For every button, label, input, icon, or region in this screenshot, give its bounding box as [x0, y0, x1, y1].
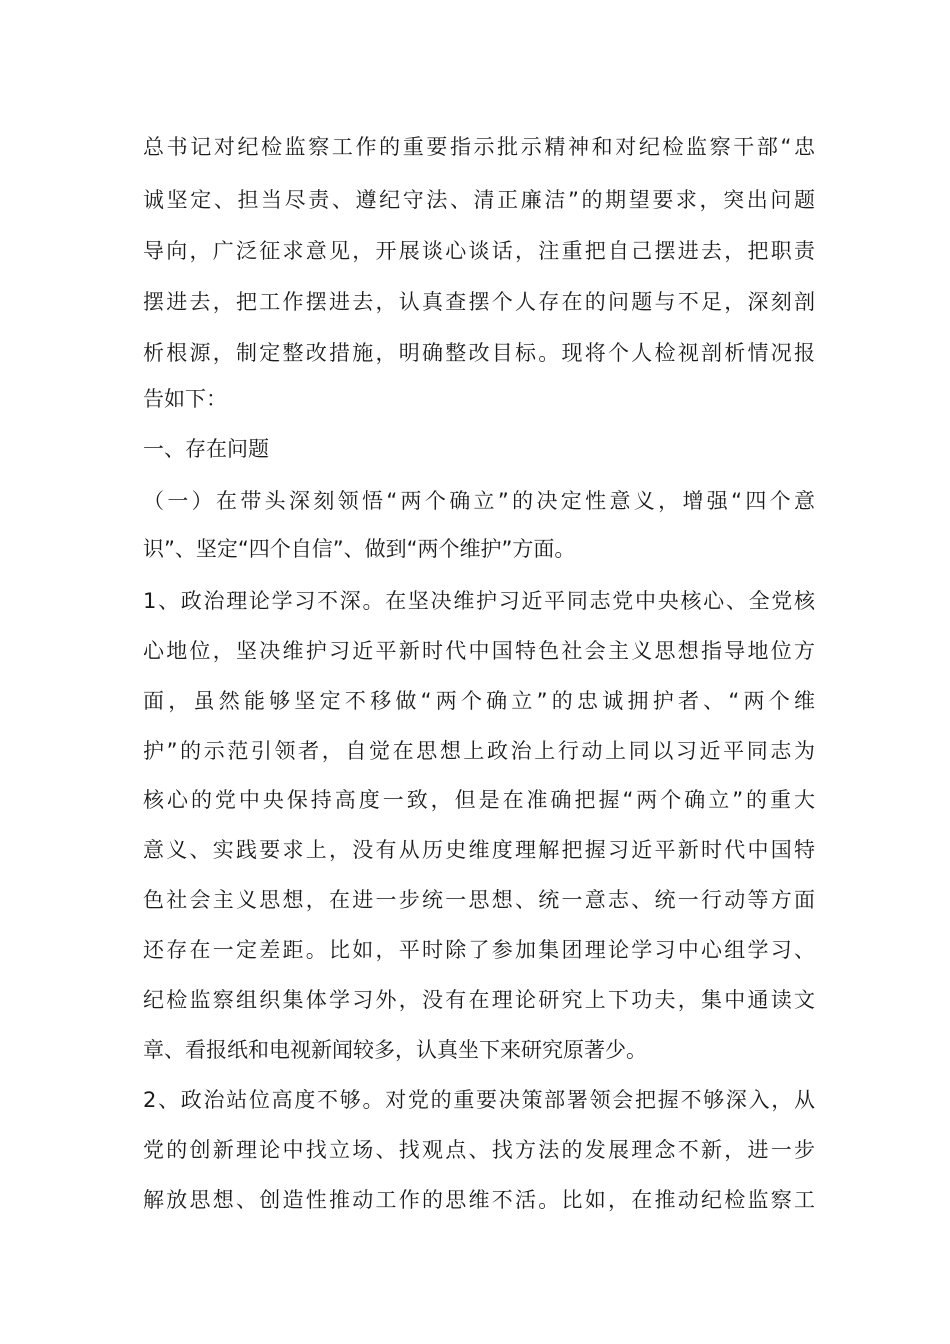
body-text-line: 还存在一定差距。比如，平时除了参加集团理论学习中心组学习、: [143, 938, 815, 962]
body-text-line: 导向，广泛征求意见，开展谈心谈话，注重把自己摆进去，把职责: [143, 239, 815, 263]
body-text-line: 核心的党中央保持高度一致，但是在准确把握“两个确立”的重大: [143, 788, 815, 812]
section-heading: 一、存在问题: [143, 437, 269, 461]
body-text-line: 告如下：: [143, 387, 227, 411]
body-text-line: 面，虽然能够坚定不移做“两个确立”的忠诚拥护者、“两个维: [143, 689, 815, 713]
body-text-line: 章、看报纸和电视新闻较多，认真坐下来研究原著少。: [143, 1038, 647, 1062]
body-text-line: 1、政治理论学习不深。在坚决维护习近平同志党中央核心、全党核: [143, 589, 815, 613]
body-text-line: 摆进去，把工作摆进去，认真查摆个人存在的问题与不足，深刻剖: [143, 290, 815, 314]
body-text-line: 总书记对纪检监察工作的重要指示批示精神和对纪检监察干部“忠: [143, 135, 815, 159]
body-text-line: 析根源，制定整改措施，明确整改目标。现将个人检视剖析情况报: [143, 341, 815, 365]
body-text-line: 心地位，坚决维护习近平新时代中国特色社会主义思想指导地位方: [143, 639, 815, 663]
body-text-line: 2、政治站位高度不够。对党的重要决策部署领会把握不够深入，从: [143, 1088, 815, 1112]
body-text-line: 护”的示范引领者，自觉在思想上政治上行动上同以习近平同志为: [143, 739, 815, 763]
body-text-line: 诚坚定、担当尽责、遵纪守法、清正廉洁”的期望要求，突出问题: [143, 188, 815, 212]
body-text-line: 党的创新理论中找立场、找观点、找方法的发展理念不新，进一步: [143, 1138, 815, 1162]
body-text-line: 解放思想、创造性推动工作的思维不活。比如，在推动纪检监察工: [143, 1188, 815, 1212]
body-text-line: 纪检监察组织集体学习外，没有在理论研究上下功夫，集中通读文: [143, 988, 815, 1012]
subsection-heading: （一）在带头深刻领悟“两个确立”的决定性意义，增强“四个意: [143, 489, 815, 513]
body-text-line: 意义、实践要求上，没有从历史维度理解把握习近平新时代中国特: [143, 838, 815, 862]
subsection-heading: 识”、坚定“四个自信”、做到“两个维护”方面。: [143, 537, 576, 561]
body-text-line: 色社会主义思想，在进一步统一思想、统一意志、统一行动等方面: [143, 888, 815, 912]
